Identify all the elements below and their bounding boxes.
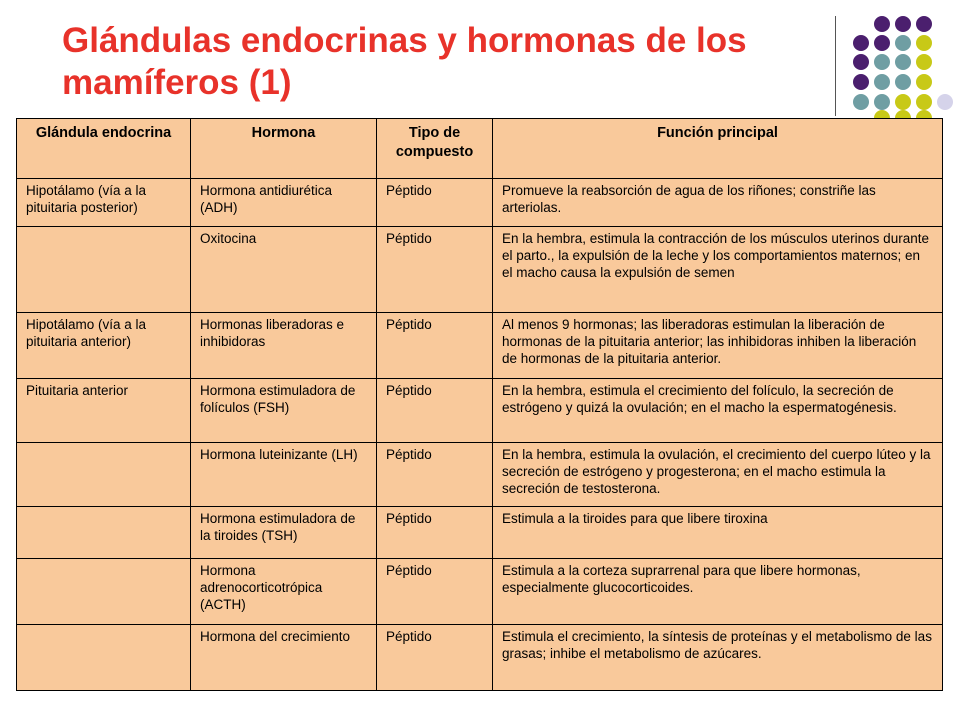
decorative-dot <box>916 16 932 32</box>
table-row <box>17 507 943 559</box>
cell-hormona: Hormonas liberadoras e inhibidoras <box>191 313 377 379</box>
cell-tipo: Péptido <box>377 559 493 625</box>
table-row <box>17 227 943 313</box>
header-tipo: Tipo de compuesto <box>377 119 493 179</box>
decorative-dot <box>853 35 869 51</box>
decorative-dot <box>895 94 911 110</box>
header-glandula: Glándula endocrina <box>17 119 191 179</box>
decorative-dot <box>937 94 953 110</box>
hormones-table <box>16 118 943 691</box>
cell-glandula <box>17 559 191 625</box>
title-divider-line <box>835 16 836 116</box>
header-funcion: Función principal <box>493 119 943 179</box>
cell-funcion: En la hembra, estimula la contracción de los músculos uterinos durante el parto., la expulsión de la leche y los comportamientos maternos; en el macho causa la expulsión de semen <box>493 227 943 313</box>
cell-hormona: Hormona estimuladora de la tiroides (TSH) <box>191 507 377 559</box>
title-line-2: mamíferos (1) <box>62 63 292 102</box>
decorative-dot <box>853 54 869 70</box>
cell-glandula <box>17 625 191 691</box>
decorative-dot <box>874 16 890 32</box>
cell-hormona: Hormona luteinizante (LH) <box>191 443 377 507</box>
table-row <box>17 443 943 507</box>
cell-hormona: Hormona del crecimiento <box>191 625 377 691</box>
decorative-dot <box>895 74 911 90</box>
decorative-dot <box>916 94 932 110</box>
cell-glandula <box>17 443 191 507</box>
cell-glandula: Hipotálamo (vía a la pituitaria posterior) <box>17 179 191 227</box>
table-row <box>17 625 943 691</box>
cell-hormona: Hormona estimuladora de folículos (FSH) <box>191 379 377 443</box>
cell-funcion: Promueve la reabsorción de agua de los riñones; constriñe las arteriolas. <box>493 179 943 227</box>
decorative-dot <box>874 35 890 51</box>
decorative-dot <box>874 54 890 70</box>
table-row <box>17 379 943 443</box>
cell-hormona: Hormona antidiurética (ADH) <box>191 179 377 227</box>
cell-tipo: Péptido <box>377 179 493 227</box>
cell-funcion: Estimula el crecimiento, la síntesis de proteínas y el metabolismo de las grasas; inhibe el metabolismo de azúcares. <box>493 625 943 691</box>
table-row <box>17 313 943 379</box>
header-hormona: Hormona <box>191 119 377 179</box>
decorative-dot <box>895 16 911 32</box>
cell-tipo: Péptido <box>377 379 493 443</box>
cell-funcion: En la hembra, estimula la ovulación, el crecimiento del cuerpo lúteo y la secreción de estrógeno y progesterona; en el macho estimula la secreción de testosterona. <box>493 443 943 507</box>
decorative-dot <box>916 54 932 70</box>
decorative-dot <box>874 74 890 90</box>
decorative-dot <box>895 35 911 51</box>
cell-tipo: Péptido <box>377 625 493 691</box>
decorative-dot <box>874 94 890 110</box>
cell-glandula <box>17 507 191 559</box>
cell-glandula: Hipotálamo (vía a la pituitaria anterior) <box>17 313 191 379</box>
table-row <box>17 179 943 227</box>
cell-funcion: En la hembra, estimula el crecimiento del folículo, la secreción de estrógeno y quizá la ovulación; en el macho la espermatogénesis. <box>493 379 943 443</box>
cell-tipo: Péptido <box>377 507 493 559</box>
decorative-dot <box>916 35 932 51</box>
cell-tipo: Péptido <box>377 443 493 507</box>
cell-tipo: Péptido <box>377 313 493 379</box>
cell-hormona: Oxitocina <box>191 227 377 313</box>
cell-glandula <box>17 227 191 313</box>
decorative-dot <box>853 74 869 90</box>
cell-funcion: Estimula a la tiroides para que libere tiroxina <box>493 507 943 559</box>
slide-title <box>62 20 822 104</box>
cell-funcion: Estimula a la corteza suprarrenal para que libere hormonas, especialmente glucocorticoides. <box>493 559 943 625</box>
title-line-1: Glándulas endocrinas y hormonas de los <box>62 21 747 60</box>
cell-tipo: Péptido <box>377 227 493 313</box>
decorative-dot <box>916 74 932 90</box>
decorative-dot <box>895 54 911 70</box>
cell-hormona: Hormona adrenocorticotrópica (ACTH) <box>191 559 377 625</box>
decorative-dot <box>853 94 869 110</box>
table-header-row <box>17 119 943 179</box>
cell-glandula: Pituitaria anterior <box>17 379 191 443</box>
table-row <box>17 559 943 625</box>
cell-funcion: Al menos 9 hormonas; las liberadoras estimulan la liberación de hormonas de la pituitaria anterior; las inhibidoras inhiben la liberación de hormonas de la pituitaria anterior. <box>493 313 943 379</box>
